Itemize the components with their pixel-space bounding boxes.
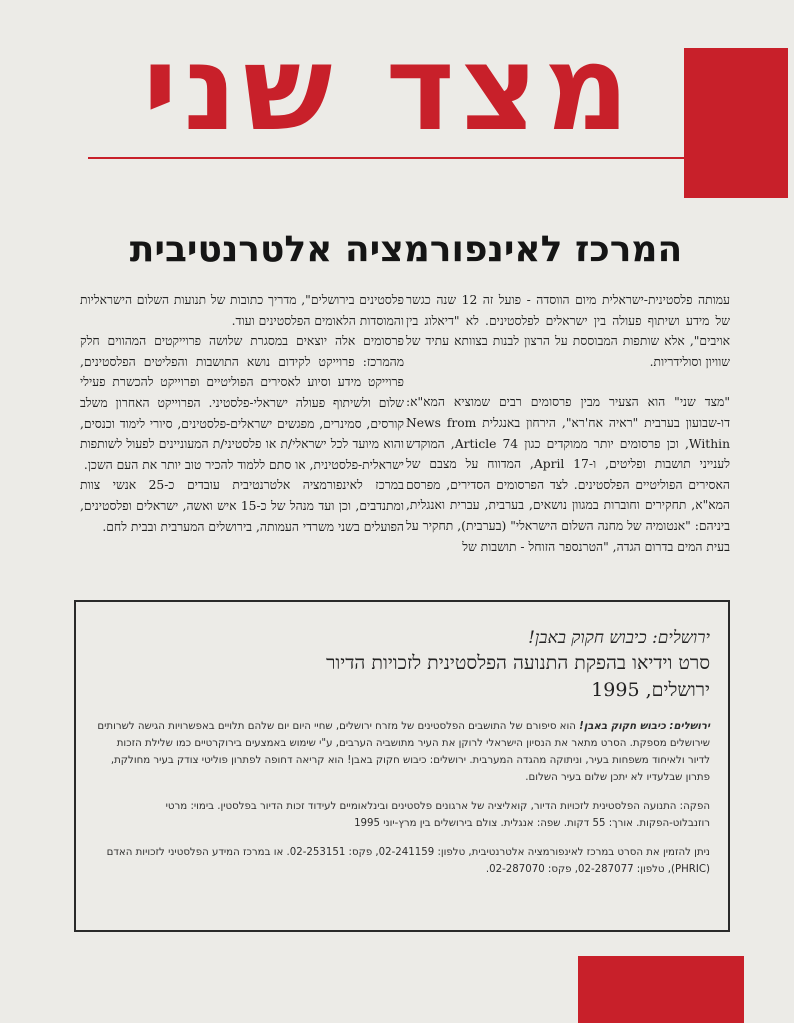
paragraph: עמותה פלסטינית-ישראלית מיום הווסדה - פועל זה 12 שנה כגשר של מידע ושיתוף פעולה בין ישראלים לפלסטינים. לא "דיאלוג בין אויבים", אלא שותפות המבוססת על הרצון לבנות בצוותא עתיד של שוויון וסולידריות. xyxy=(406,293,730,369)
box-contact: ניתן להזמין את הסרט במרכז לאינפורמציה אלטרנטיבית, טלפון: 02-241159, פקס: 02-253151. או במרכז המידע הפלסטיני לזכויות האדם (PHRIC), טלפון: 02-287077, פקס: 02-287070. xyxy=(106,847,710,875)
box-description xyxy=(94,718,710,786)
article-headline: המרכז לאינפורמציה אלטרנטיבית xyxy=(129,229,683,270)
footer-red-block xyxy=(578,956,744,1023)
article-column-right xyxy=(406,290,730,557)
box-title: ירושלים: כיבוש חקוק באבן! xyxy=(528,628,710,648)
video-info-box xyxy=(74,600,730,932)
masthead-rule xyxy=(88,157,686,159)
box-description-lead: ירושלים: כיבוש חקוק באבן! xyxy=(579,721,710,732)
box-description-body: הוא סיפורם של התושבים הפלסטינים של מזרח ירושלים, שחיי היום יום שלהם תלויים באפשרויות הגישה לשרותים שירושלים מספקת. הסרט מתאר את הנסיון הישראלי לרוקן את העיר מתושביה הערבים, ע"י שימוש באמצעים בירוקרטיים כמו שלילת הזכות לדיור ולאיחוד משפחות בעיר, וניתוקה מהגדה המערבית. ירושלים: כיבוש חקוק באבן! הוא קריאה דחופה לפתרון פוליטי צודק בעיר מחולקת, פתרון שבלעדיו לא יתכן שלום בעיר השלום. xyxy=(97,721,710,783)
paragraph: במרכז לאינפורמציה אלטרנטיבית עובדים כ-25 אנשי צוות ומתנדבים, וכן ועד מנהל של כ-15 איש ואשה, ישראלים ופלסטינים, הפועלים בשני משרדי העמותה, בירושלים המערבית ובבית לחם. xyxy=(80,478,404,534)
masthead-red-block xyxy=(684,48,788,198)
box-year: ירושלים, 1995 xyxy=(591,679,710,701)
box-subtitle: סרט וידיאו בהפקת התנועה הפלסטינית לזכויות הדיור xyxy=(326,652,710,674)
paragraph: "מצד שני" הוא הצעיר מבין פרסומים רבים שמוציא המא"א: דו-שבועון בערבית "ראיה אח'רא", הירחון באנגלית News from Within, וכן פרסומים יותר ממוקדים כגון Article 74, המוקדש לענייני תושבות ופליטים, ו-April 17, המדווח על מצבם של האסירים הפוליטיים הפלסטינים. לצד הפרסומים הסדירים, מפרסם המא"א, תחקירים וחוברות במגוון נושאים, בערבית, עברית ואנגלית, ביניהם: "אנטומיה של מחנה השלום הישראלי" (בערבית), תחקיר על בעית המים בדרום הגדה, "הטרנספר הזוחל - תושבות של xyxy=(406,395,730,554)
paragraph: פלסטינים בירושלים", מדריך כתובות של תנועות השלום הישראליות והמוסדות הלאומים הפלסטינים ועוד. xyxy=(80,293,404,328)
article-column-left xyxy=(80,290,404,537)
box-credits: הפקה: התנועה הפלסטינית לזכויות הדיור, קואליציה של ארגונים פלסטינים ובינלאומיים לעידוד זכות הדיור בפלסטין. בימוי: מרטי רוזנבלוט-הפקות. אורך: 55 דקות. שפה: אנגלית. צולם בירושלים בין מרץ-יוני 1995 xyxy=(165,801,710,829)
masthead-title: מצד שני xyxy=(142,19,636,157)
paragraph: פרסומים אלה יוצאים במסגרת שלושה פרוייקטים המהווים חלק מהמרכז: פרוייקט לקידום נושא התושבות והפליטים הפלסטינים, פרוייקט מידע וסיוע לאסירים הפוליטיים ופרוייקט להכשרת פעילי שלום ולשיתוף פעולה ישראלי-פלסטיני. הפרוייקט האחרון משלב קורסים, סמינרים, מפגשים ישראלים-פלסטינים, סיורי לימוד וכנסים, והוא מיועד לכל ישראלי/ת או פלסטיני/ת המעוניינים לפעול לשותפות ישראלית-פלסטינית, או סתם ללמוד להכיר טוב יותר את העם השכן. xyxy=(80,334,404,472)
